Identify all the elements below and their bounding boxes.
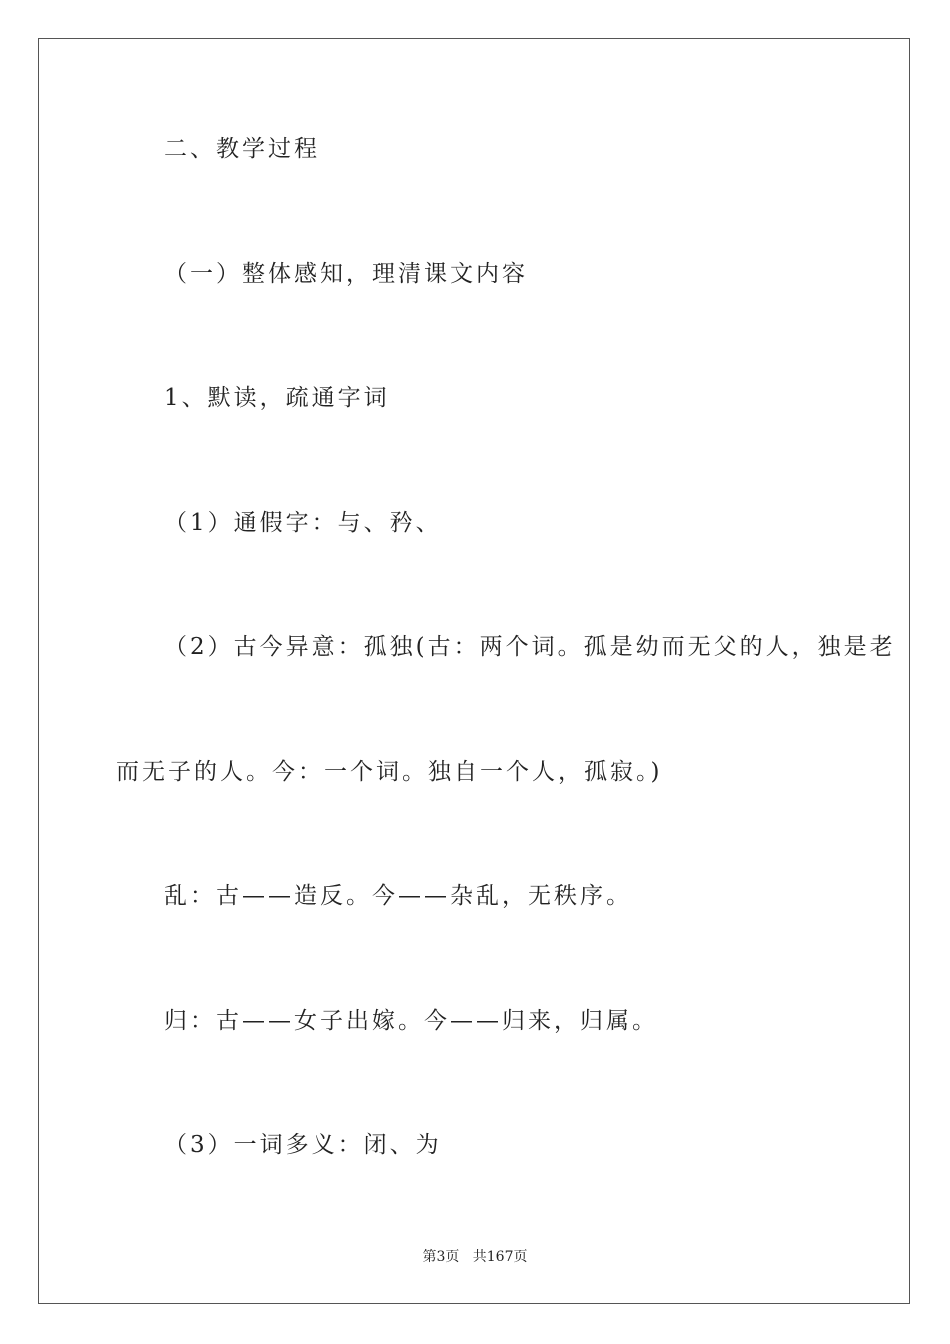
page-number: 第3页 — [422, 1249, 460, 1265]
section-heading: 二、教学过程 — [164, 136, 320, 162]
paragraph-luan: 乱：古——造反。今——杂乱，无秩序。 — [164, 883, 632, 909]
paragraph-gui: 归：古——女子出嫁。今——归来，归属。 — [164, 1008, 658, 1034]
paragraph-gujin-1: （2）古今异意：孤独(古：两个词。孤是幼而无父的人，独是老 — [164, 634, 896, 660]
page-frame — [38, 38, 910, 1304]
paragraph-tongjia: （1）通假字：与、矜、 — [164, 510, 442, 536]
page-footer — [0, 1250, 950, 1264]
paragraph-gujin-2: 而无子的人。今：一个词。独自一个人，孤寂。) — [116, 759, 663, 785]
paragraph-item-1: 1、默读，疏通字词 — [164, 385, 390, 411]
paragraph-yici: （3）一词多义：闭、为 — [164, 1132, 442, 1158]
page-total: 共167页 — [472, 1249, 528, 1265]
subsection-heading: （一）整体感知，理清课文内容 — [164, 261, 528, 287]
